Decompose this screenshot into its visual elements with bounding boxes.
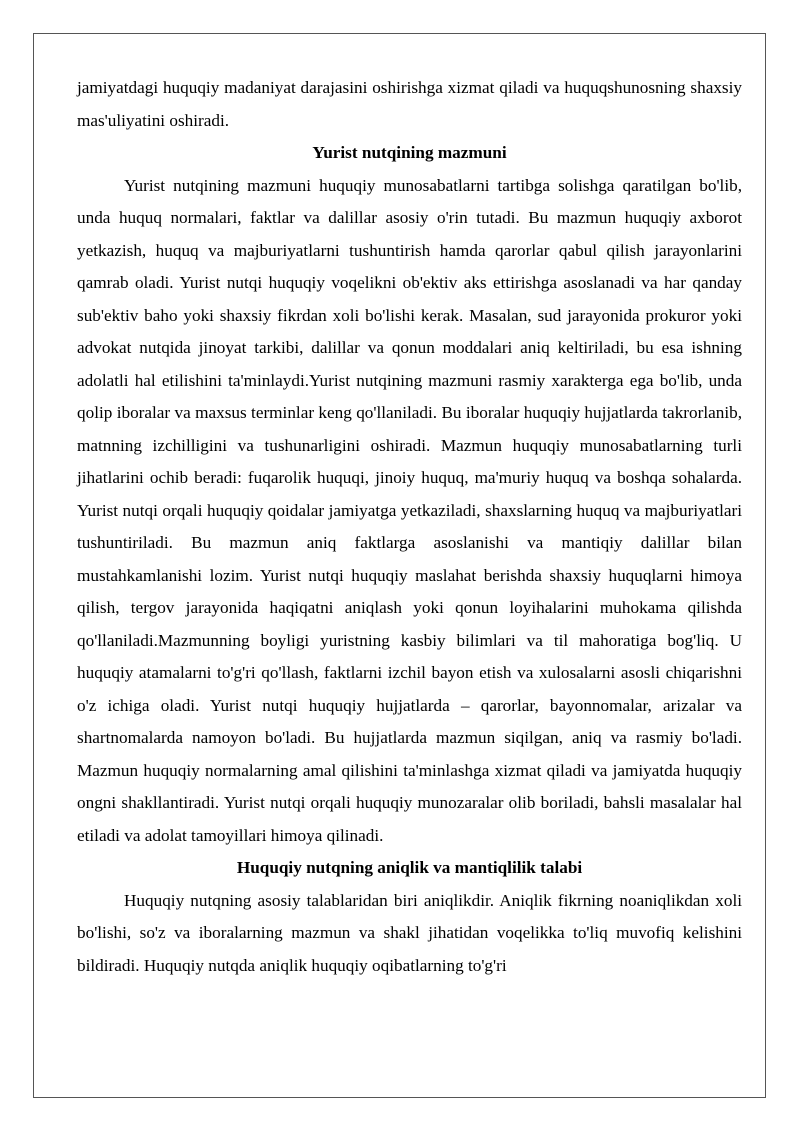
section-heading-yurist-nutqining-mazmuni: Yurist nutqining mazmuni [312,143,507,162]
section-paragraph-mazmuni: Yurist nutqining mazmuni huquqiy munosabatlarni tartibga solishga qaratilgan bo'lib, unda huquq normalari, faktlar va dalillar asosiy o'rin tutadi. Bu mazmun huquqiy axborot yetkazish, huquq va majburiyatlarni tushuntirish hamda qarorlar qabul qilish jarayonlarini qamrab oladi. Yurist nutqi huquqiy voqelikni ob'ektiv aks ettirishga asoslanadi va har qanday sub'ektiv baho yoki shaxsiy fikrdan xoli bo'lishi kerak. Masalan, sud jarayonida prokuror yoki advokat nutqida jinoyat tarkibi, dalillar va qonun moddalari aniq keltiriladi, bu esa ishning adolatli hal etilishini ta'minlaydi.Yurist nutqining mazmuni rasmiy xarakterga ega bo'lib, unda qolip iboralar va maxsus terminlar keng qo'llaniladi. Bu iboralar huquqiy hujjatlarda takrorlanib, matnning izchilligini va tushunarligini oshiradi. Mazmun huquqiy munosabatlarning turli jihatlarini ochib beradi: fuqarolik huquqi, jinoiy huquq, ma'muriy huquq va boshqa sohalarda. Yurist nutqi orqali huquqiy qoidalar jamiyatga yetkaziladi, shaxslarning huquq va majburiyatlari tushuntiriladi. Bu mazmun aniq faktlarga asoslanishi va mantiqiy dalillar bilan mustahkamlanishi lozim. Yurist nutqi huquqiy maslahat berishda shaxsiy huquqlarni himoya qilish, tergov jarayonida haqiqatni aniqlash yoki qonun loyihalarini muhokama qilishda qo'llaniladi.Mazmunning boyligi yuristning kasbiy bilimlari va til mahoratiga bog'liq. U huquqiy atamalarni to'g'ri qo'llash, faktlarni izchil bayon etish va xulosalarni asosli chiqarishni o'z ichiga oladi. Yurist nutqi huquqiy hujjatlarda – qarorlar, bayonnomalar, arizalar va shartnomalarda namoyon bo'ladi. Bu hujjatlarda mazmun siqilgan, aniq va rasmiy bo'ladi. Mazmun huquqiy normalarning amal qilishini ta'minlashga xizmat qiladi va jamiyatda huquqiy ongni shakllantiradi. Yurist nutqi orqali huquqiy munozaralar olib boriladi, bahsli masalalar hal etiladi va adolat tamoyillari himoya qilinadi. [77,175,742,845]
document-body [77,72,742,982]
opening-paragraph: jamiyatdagi huquqiy madaniyat darajasini oshirishga xizmat qiladi va huquqshunosning shaxsiy mas'uliyatini oshiradi. [77,78,742,130]
section-paragraph-aniqlik: Huquqiy nutqning asosiy talablaridan biri aniqlikdir. Aniqlik fikrning noaniqlikdan xoli bo'lishi, so'z va iboralarning mazmun va shakl jihatidan voqelikka to'liq muvofiq kelishini bildiradi. Huquqiy nutqda aniqlik huquqiy oqibatlarning to'g'ri [77,890,742,975]
section-heading-aniqlik-mantiqlilik: Huquqiy nutqning aniqlik va mantiqlilik talabi [236,858,583,877]
